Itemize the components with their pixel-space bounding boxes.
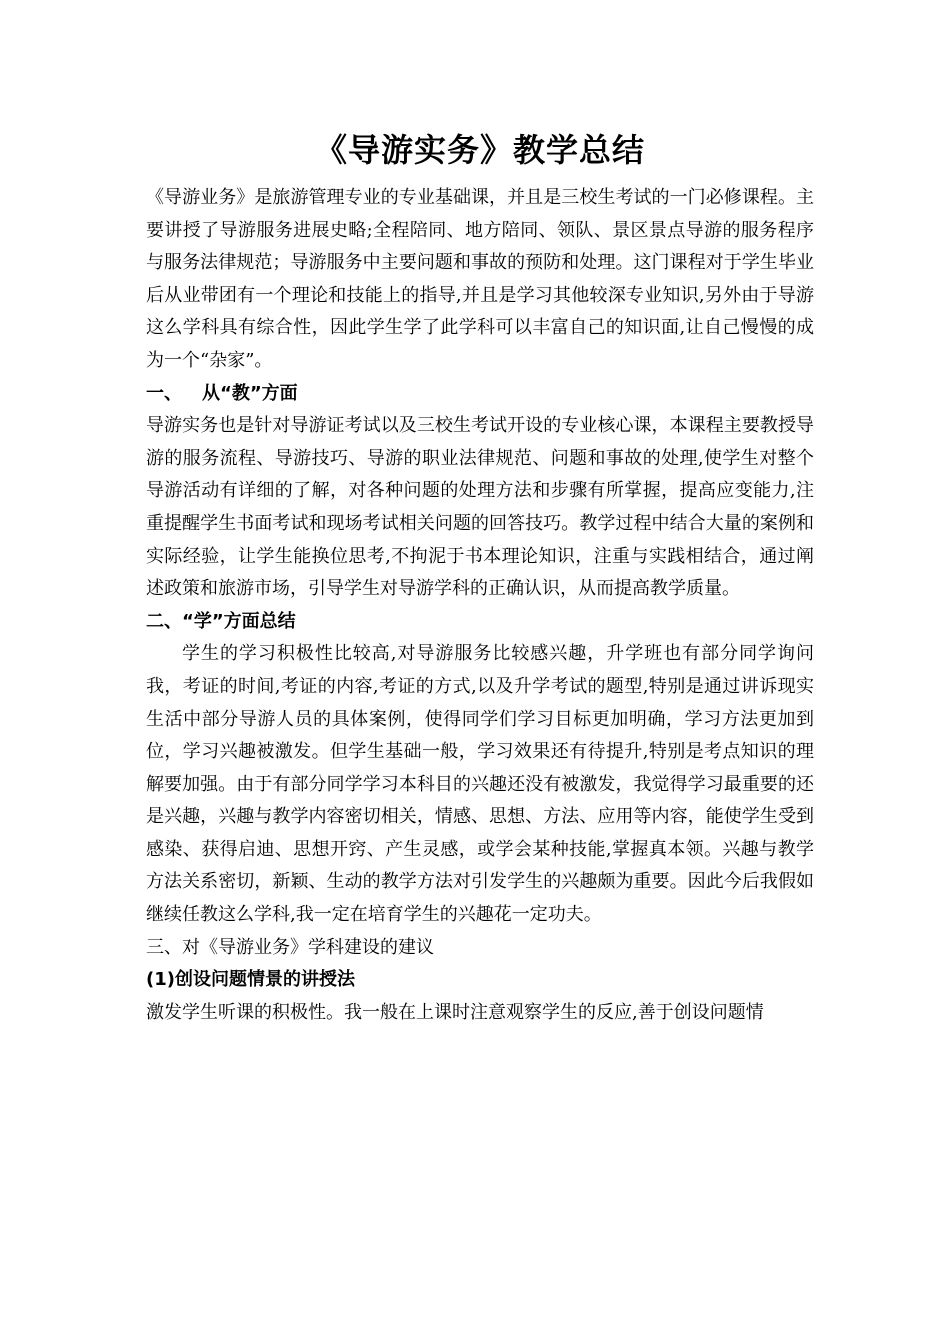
section-3-sub-1-body: 激发学生听课的积极性。我一般在上课时注意观察学生的反应,善于创设问题情 — [146, 1001, 764, 1023]
section-2-body: 学生的学习积极性比较高,对导游服务比较感兴趣，升学班也有部分同学询问我，考证的时间,考证的内容,考证的方式,以及升学考试的题型,特别是通过讲诉现实生活中部分导游人员的具体案例，使得同学们学习目标更加明确，学习方法更加到位，学习兴趣被激发。但学生基础一般，学习效果还有待提升,特别是考点知识的理解要加强。由于有部分同学学习本科目的兴趣还没有被激发，我觉得学习最重要的还是兴趣，兴趣与教学内容密切相关，情感、思想、方法、应用等内容，能使学生受到感染、获得启迪、思想开窍、产生灵感，或学会某种技能,掌握真本领。兴趣与教学方法关系密切，新颖、生动的教学方法对引发学生的兴趣颇为重要。因此今后我假如继续任教这么学科,我一定在培育学生的兴趣花一定功夫。 — [146, 643, 814, 926]
section-1-title: 从“教”方面 — [202, 382, 298, 404]
document-page — [146, 128, 814, 1029]
document-title: 《导游实务》教学总结 — [314, 131, 645, 169]
section-1-body: 导游实务也是针对导游证考试以及三校生考试开设的专业核心课，本课程主要教授导游的服务流程、导游技巧、导游的职业法律规范、问题和事故的处理,使学生对整个导游活动有详细的了解，对各种问题的处理方法和步骤有所掌握，提高应变能力,注重提醒学生书面考试和现场考试相关问题的回答技巧。教学过程中结合大量的案例和实际经验，让学生能换位思考,不拘泥于书本理论知识，注重与实践相结合，通过阐述政策和旅游市场，引导学生对导游学科的正确认识，从而提高教学质量。 — [146, 415, 814, 600]
section-3-sub-1-heading: (1)创设问题情景的讲授法 — [146, 969, 355, 991]
intro-paragraph: 《导游业务》是旅游管理专业的专业基础课，并且是三校生考试的一门必修课程。主要讲授了导游服务进展史略;全程陪同、地方陪同、领队、景区景点导游的服务程序与服务法律规范；导游服务中主要问题和事故的预防和处理。这门课程对于学生毕业后从业带团有一个理论和技能上的指导,并且是学习其他较深专业知识,另外由于导游这么学科具有综合性，因此学生学了此学科可以丰富自己的知识面,让自己慢慢的成为一个“杂家”。 — [146, 187, 814, 371]
section-3-heading: 三、对《导游业务》学科建设的建议 — [146, 936, 434, 958]
section-1-heading — [146, 378, 814, 411]
section-2-heading: 二、“学”方面总结 — [146, 610, 296, 632]
section-1-number: 一、 — [146, 382, 182, 404]
